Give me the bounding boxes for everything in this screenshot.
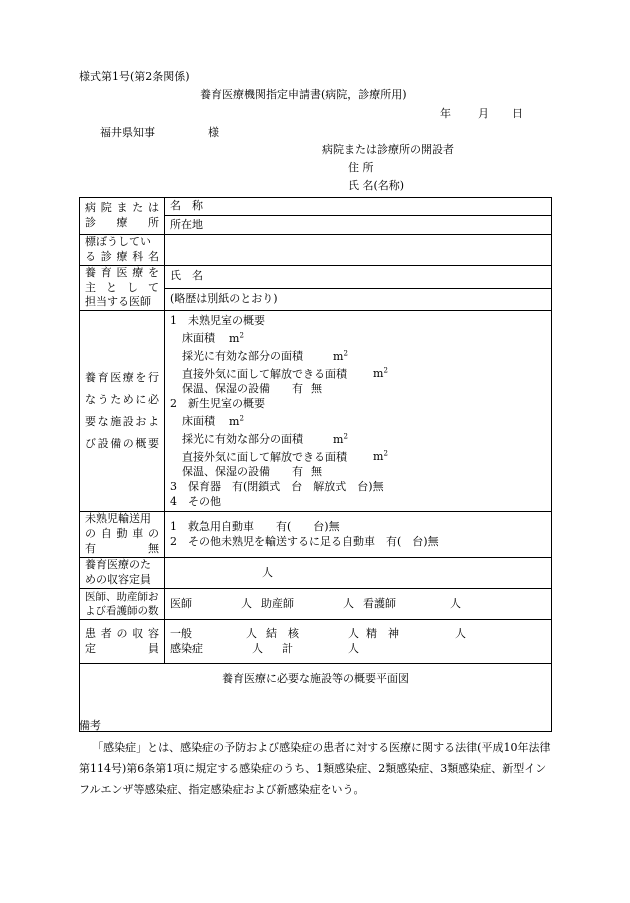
ambulance-line: 1 救急用自動車 有( 台)無 (170, 519, 340, 533)
facility-label: 病 院 ま た は 診 療 所 (80, 198, 165, 235)
nicu-floor-area: 床面積 $m^2$ (182, 331, 244, 345)
notes-text: 「感染症」とは、感染症の予防および感染症の患者に対する医療に関する法律(平成10年法律第114号)第6条第1項に規定する感染症のうち、1類感染症、2類感染症、3類感染症、新型インフルエンザ等感染症、指定感染症および新感染症をいう。 (79, 741, 551, 796)
floor-plan-heading: 養育医療に必要な施設等の概要平面図 (222, 672, 409, 686)
doctor-career-note: (略歴は別紙のとおり) (165, 288, 552, 310)
facilities-details[interactable] (165, 311, 552, 512)
newborn-floor-area: 床面積 $m^2$ (182, 414, 244, 428)
notes-heading: 備考 (79, 719, 101, 732)
nicu-open-area: 直接外気に面して解放できる面積 $m^2$ (182, 366, 388, 381)
facility-address-field[interactable]: 所在地 (165, 216, 552, 235)
form-number: 様式第1号(第2条関係) (79, 70, 190, 83)
staff-count-label: 医師、助産師お よび看護師の数 (80, 589, 165, 620)
addressee: 福井県知事 (100, 126, 155, 139)
newborn-equipment: 保温、保湿の設備 有 無 (182, 465, 322, 479)
addressee-honorific: 様 (208, 126, 219, 139)
incubator-line: 3 保育器 有(閉鎖式 台 解放式 台)無 (170, 480, 384, 494)
capacity-label: 養育医療のた めの収容定員 (80, 558, 165, 589)
date-year: 年 (440, 107, 451, 120)
date-day: 日 (512, 107, 523, 120)
facility-name-field[interactable]: 名 称 (165, 198, 552, 216)
other-vehicle-line: 2 その他未熟児を輸送するに足る自動車 有( 台)無 (170, 534, 439, 548)
transport-field[interactable] (165, 512, 552, 558)
applicant-label: 病院または診療所の開設者 (322, 143, 454, 156)
name-label: 氏 名(名称) (348, 179, 405, 192)
facilities-label: 養 育 医 療 を 行 な う た め に 必 要 な 施 設 お よ び 設 備 の 概 要 (80, 311, 165, 512)
other-line: 4 その他 (170, 495, 221, 509)
form-title: 養育医療機関指定申請書(病院，診療所用) (200, 88, 407, 101)
departments-label: 標ぼうしてい る 診 療 科 名 (80, 235, 165, 266)
patient-capacity-field[interactable]: 一般 人 結 核 人 精 神 人 感染症 人 計 人 (165, 620, 552, 664)
floor-plan-area[interactable] (80, 664, 552, 732)
doctor-name-field[interactable]: 氏 名 (165, 265, 552, 288)
newborn-open-area: 直接外気に面して解放できる面積 $m^2$ (182, 449, 388, 464)
departments-field[interactable] (165, 235, 552, 266)
newborn-light-area: 採光に有効な部分の面積 $m^2$ (182, 431, 348, 446)
application-table (79, 197, 552, 732)
capacity-field[interactable]: 人 (165, 558, 552, 589)
nicu-light-area: 採光に有効な部分の面積 $m^2$ (182, 348, 348, 363)
nicu-equipment: 保温、保湿の設備 有 無 (182, 382, 322, 396)
address-label: 住 所 (348, 161, 374, 174)
staff-count-field[interactable]: 医師 人 助産師 人 看護師 人 (165, 589, 552, 620)
transport-label: 未熟児輸送用 の 自 動 車 の 有 無 (80, 512, 165, 558)
patient-capacity-label: 患 者 の 収 容 定 員 (80, 620, 165, 664)
notes-text-block (79, 737, 554, 800)
doctor-label: 養 育 医 療 を 主 と し て 担当する医師 (80, 265, 165, 311)
date-month: 月 (478, 107, 489, 120)
newborn-heading: 2 新生児室の概要 (170, 397, 265, 411)
nicu-heading: 1 未熟児室の概要 (170, 314, 265, 328)
